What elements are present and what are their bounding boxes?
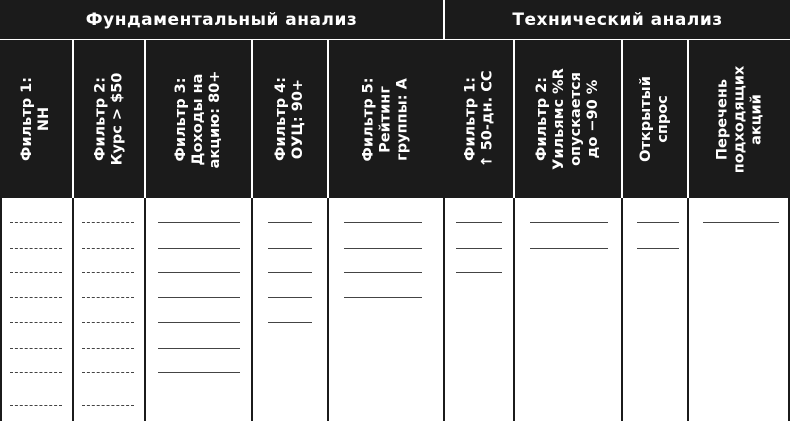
fill-in-line [158, 272, 240, 273]
fill-in-line [158, 297, 240, 298]
header-divider [72, 40, 74, 198]
fill-in-line [637, 222, 679, 223]
body-divider [251, 198, 253, 421]
fill-in-line [703, 222, 779, 223]
worksheet-body [0, 198, 790, 421]
fill-in-line [268, 322, 312, 323]
fill-in-line [268, 222, 312, 223]
column-header-stock-list: Перечень подходящих акций [714, 65, 765, 173]
group-header-technical: Технический анализ [445, 0, 790, 40]
fill-in-line [82, 348, 134, 349]
fill-in-line [268, 297, 312, 298]
fill-in-line [158, 322, 240, 323]
fill-in-line [158, 348, 240, 349]
fill-in-line [82, 322, 134, 323]
body-divider [513, 198, 515, 421]
fill-in-line [82, 222, 134, 223]
fill-in-line [10, 322, 62, 323]
fill-in-line [82, 272, 134, 273]
header-divider [621, 40, 623, 198]
fill-in-line [530, 248, 608, 249]
fill-in-line [10, 248, 62, 249]
fill-in-line [344, 297, 422, 298]
header-divider [327, 40, 329, 198]
fill-in-line [10, 222, 62, 223]
fill-in-line [456, 222, 502, 223]
fill-in-line [82, 248, 134, 249]
fill-in-line [344, 222, 422, 223]
fill-in-line [10, 348, 62, 349]
fill-in-line [158, 248, 240, 249]
fill-in-line [82, 405, 134, 406]
fill-in-line [10, 297, 62, 298]
body-divider [687, 198, 689, 421]
column-header-technical-filter-2: Фильтр 2: Уильямс %R опускается до −90 % [534, 68, 601, 170]
header-divider [144, 40, 146, 198]
fill-in-line [10, 405, 62, 406]
body-divider [443, 198, 445, 421]
fill-in-line [268, 248, 312, 249]
body-divider [621, 198, 623, 421]
column-header-technical-filter-1: Фильтр 1: ↑ 50-дн. СС [462, 70, 495, 168]
fill-in-line [82, 372, 134, 373]
fill-in-line [10, 372, 62, 373]
column-header-fundamental-filter-3: Фильтр 3: Доходы на акцию: 80+ [173, 70, 223, 168]
column-header-fundamental-filter-5: Фильтр 5: Рейтинг группы: A [360, 76, 411, 162]
header-divider [251, 40, 253, 198]
fill-in-line [158, 372, 240, 373]
fill-in-line [344, 272, 422, 273]
fill-in-line [456, 248, 502, 249]
fill-in-line [456, 272, 502, 273]
fill-in-line [82, 297, 134, 298]
body-divider [144, 198, 146, 421]
header-divider [513, 40, 515, 198]
column-header-fundamental-filter-2: Фильтр 2: Курс > $50 [92, 72, 126, 166]
fill-in-line [158, 222, 240, 223]
body-divider [72, 198, 74, 421]
group-header-fundamental: Фундаментальный анализ [0, 0, 443, 40]
fill-in-line [637, 248, 679, 249]
fill-in-line [10, 272, 62, 273]
header-divider [687, 40, 689, 198]
body-border-left [0, 198, 2, 421]
fill-in-line [344, 248, 422, 249]
column-header-open-interest: Открытый спрос [638, 76, 671, 162]
column-header-fundamental-filter-1: Фильтр 1: NH [19, 76, 52, 162]
body-divider [327, 198, 329, 421]
column-header-fundamental-filter-4: Фильтр 4: ОУЦ: 90+ [273, 76, 306, 162]
fill-in-line [268, 272, 312, 273]
fill-in-line [530, 222, 608, 223]
